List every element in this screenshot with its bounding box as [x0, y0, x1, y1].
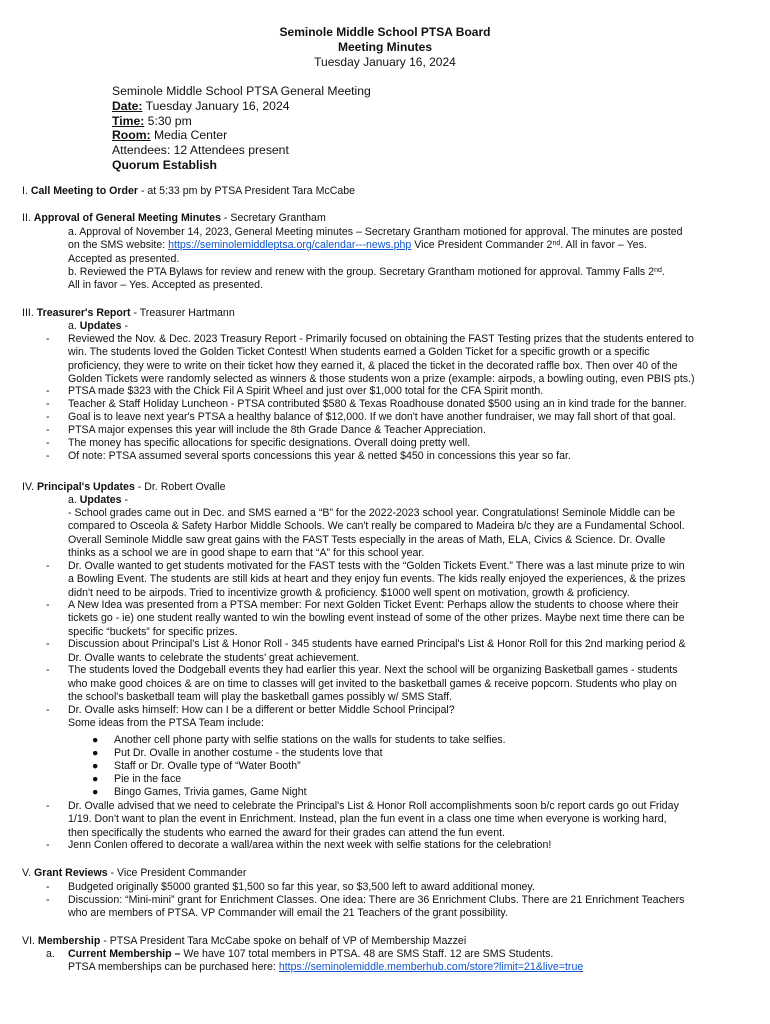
idea-text: Another cell phone party with selfie stations on the walls for students to take selfies.: [114, 734, 506, 746]
section-call-to-order: I. Call Meeting to Order - at 5:33 pm by PTSA President Tara McCabe: [22, 185, 356, 197]
dash-marker: -: [46, 449, 50, 462]
list-item-line: the school's basketball team will play the basketball games possibly w/ SMS Staff.: [68, 690, 452, 703]
dash-marker: -: [46, 894, 50, 906]
dash-marker: -: [46, 560, 50, 572]
dash-marker: -: [46, 599, 50, 612]
doc-date: Tuesday January 16, 2024: [314, 55, 456, 69]
idea-text: Pie in the face: [114, 773, 182, 786]
dash-marker: -: [46, 436, 50, 449]
bullet-dot-icon: ●: [92, 760, 99, 773]
idea-text: Put Dr. Ovalle in another costume - the students love that: [114, 747, 383, 760]
list-item-line: win. The students loved the Golden Ticket Contest! When students earned a Golden Ticket for a specific growth or a specific: [68, 346, 650, 359]
list-item-line: tickets go - ie) one student really wanted to win the bowling event instead of some of the other prizes. Maybe next time there can be: [68, 612, 685, 625]
idea-bullet-item: [92, 734, 506, 747]
list-item-line: who are members of PTSA. VP Commander will email the 21 Teachers of the grant possibility.: [68, 907, 508, 920]
list-item-line: Golden Tickets were randomly selected as winners & those students won a prize (example: airpods, a bowling outing, even PBIS pts.): [68, 372, 695, 385]
list-item-line: PTSA made $323 with the Chick Fil A Spirit Wheel and just over $1,000 total for the CFA Spirit month.: [68, 384, 544, 397]
treasurer-updates-label: a. Updates -: [68, 320, 129, 332]
dash-marker: -: [46, 703, 50, 716]
membership-link[interactable]: https://seminolemiddle.memberhub.com/store?limit=21&live=true: [278, 961, 584, 974]
principal-updates-label: a. Updates -: [68, 494, 129, 506]
bullet-dot-icon: ●: [92, 773, 99, 786]
idea-text: Staff or Dr. Ovalle type of “Water Booth”: [114, 760, 301, 773]
idea-bullet-item: [92, 760, 301, 773]
bullet-dot-icon: ●: [92, 747, 99, 760]
list-item-line: Discussion about Principal's List & Honor Roll - 345 students have earned Principal's List & Honor Roll for this 2nd marking period &: [68, 638, 686, 651]
idea-bullet-item: [92, 773, 181, 786]
dash-marker: -: [46, 384, 50, 397]
dash-marker: -: [46, 333, 50, 345]
dash-marker: -: [46, 410, 50, 423]
list-item-line: The students loved the Dodgeball events they had earlier this year. Next the school will be organizing Basketball games - students: [68, 664, 678, 677]
dash-marker: -: [46, 881, 50, 893]
dash-marker: -: [46, 638, 50, 651]
document-page: Seminole Middle School PTSA Board Meeting Minutes Tuesday January 16, 2024 Seminole Middle School PTSA General Meeting Date: Tuesday January 16, 2024 Time: 5:30 pm Room: Media Center Attendees: 12 Attendees present Quorum Establish I. Call Meeting to Order - at 5:33 pm by PTSA President Tara McCabe II. Approval of General Meeting Minutes - Secretary Grantham a. Approval of November 14, 2023, General Meeting minutes – Secretary Grantham motioned for approval. The minutes are posted on the SMS website: https://seminolemiddleptsa.org/calendar---news.php Vice President Commander 2nd. All in favor – Yes. Accepted as presented. b. Reviewed the PTA Bylaws for review and renew with the group. Secretary Grantham motioned for approval. Tammy Falls 2nd. All in favor – Yes. Accepted as presented. III. Treasurer's Report - Treasurer Hartmann a. Updates - - Reviewed the Nov. & Dec. 2023 Treasury Report - Primarily focused on obtaining the FAST Testing prizes that the students entered to win. The students loved the Golden Ticket Contest! When students earned a Golden Ticket for a specific growth or a specific proficiency, they were to write on their ticket how they earned it, & placed the ticket in the decorated raffle box. Then over 40 of the Golden Tickets were randomly selected as winners & those students won a prize (example: airpods, a bowling outing, even PBIS pts.) - PTSA made $323 with the Chick Fil A Spirit Wheel and just over $1,000 total for the CFA Spirit month. - Teacher & Staff Holiday Luncheon - PTSA contributed $580 & Texas Roadhouse donated $500 using an in kind trade for the banner. - Goal is to leave next year's PTSA a healthy balance of $12,000. If we don't have another fundraiser, we may fall short of that goal. - PTSA major expenses this year will include the 8th Grade Dance & Teacher Appreciation. - The money has specific allocations for specific designations. Overall doing pretty well. - Of note: PTSA assumed several sports concessions this year & netted $450 in concessions this year so far. IV. Principal's Updates - Dr. Robert Ovalle a. Updates - - School grades came out in Dec. and SMS earned a “B” for the 2022-2023 school year. Congratulations! Seminole Middle can be compared to Osceola & Safety Harbor Middle Schools. We can't really be compared to Madeira b/c they are a Fundamental School. Overall Seminole Middle saw great gains with the FAST Tests especially in the areas of Math, ELA, Civics & Science. Dr. Ovalle thinks as a school we are in good shape to earn that “A” for this school year. - Dr. Ovalle wanted to get students motivated for the FAST tests with the “Golden Tickets Event.” There was a last minute prize to win a Bowling Event. The students are still kids at heart and they enjoy fun events. The kids really enjoyed the experiences, & the prizes didn't need to be airpods. Tried to incentivize growth & proficiency. $1000 well spent on motivation, growth & proficiency. - A New Idea was presented from a PTSA member: For next Golden Ticket Event: Perhaps allow the students to choose where their tickets go - ie) one student really wanted to win the bowling event instead of some of the other prizes. Maybe next time there can be specific “buckets” for specific prizes. - Discussion about Principal's List & Honor Roll - 345 students have earned Principal's List & Honor Roll for this 2nd marking period & Dr. Ovalle wants to celebrate the students' great achievement. - The students loved the Dodgeball events they had earlier this year. Next the school will be organizing Basketball games - students who make good choices & are on time to classes will get invited to the basketball games & receive popcorn. Students who play on the school's basketball team will play the basketball games possibly w/ SMS Staff. - Dr. Ovalle asks himself: How can I be a different or better Middle School Principal? Some ideas from the PTSA Team include: ● Another cell phone party with selfie stations on the walls for students to take selfies. ● Put Dr. Ovalle in another costume - the students love that ● Staff or Dr. Ovalle type of “Water Booth” ● Pie in the face ● Bingo Games, Trivia games, Game Night - Dr. Ovalle advised that we need to celebrate the Principal's List & Honor Roll accomplishments soon b/c report cards go out Friday 1/19. Don't want to plan the event in Enrichment. Instead, plan the fun event in a class one time when everyone is working hard, then specifically the students who earned the award for their grades can attend the fun event. - Jenn Conlen offered to decorate a wall/area within the next week with selfie stations for the celebration! V. Grant Reviews - Vice President Commander - Budgeted originally $5000 granted $1,500 so far this year, so $3,500 left to award additional money. - Discussion: “Mini-mini” grant for Enrichment Classes. One idea: There are 36 Enrichment Clubs. There are 21 Enrichment Teachers who are members of PTSA. VP Commander will email the 21 Teachers of the grant possibility. VI. Membership - PTSA President Tara McCabe spoke on behalf of VP of Membership Mazzei a. Current Membership – We have 107 total members in PTSA. 48 are SMS Staff. 12 are SMS Students. PTSA memberships can be purchased here: https://seminolemiddle.memberhub.com/store?limit=21&live=true: [0, 0, 770, 1024]
idea-text: Bingo Games, Trivia games, Game Night: [114, 786, 307, 799]
approval-item-b: b. Reviewed the PTA Bylaws for review and renew with the group. Secretary Grantham motioned for approval. Tammy Falls 2nd. All in favor – Yes. Accepted as presented.: [68, 266, 665, 292]
list-item-line: Reviewed the Nov. & Dec. 2023 Treasury Report - Primarily focused on obtaining the FAST Testing prizes that the students entered to: [68, 333, 694, 345]
section-approval-heading: II. Approval of General Meeting Minutes - Secretary Grantham: [22, 212, 326, 224]
list-item-line: A New Idea was presented from a PTSA member: For next Golden Ticket Event: Perhaps allow the students to choose where their: [68, 599, 679, 612]
list-item-line: Jenn Conlen offered to decorate a wall/area within the next week with selfie stations for the celebration!: [68, 839, 552, 851]
bullet-dot-icon: ●: [92, 734, 99, 746]
section-grant-heading: V. Grant Reviews - Vice President Commander: [22, 867, 247, 879]
list-item-line: Dr. Ovalle advised that we need to celebrate the Principal's List & Honor Roll accomplishments soon b/c report cards go out Friday: [68, 800, 679, 812]
dash-marker: -: [46, 423, 50, 436]
list-item-line: Discussion: “Mini-mini” grant for Enrichment Classes. One idea: There are 36 Enrichment Clubs. There are 21 Enrichment Teachers: [68, 894, 685, 906]
list-item-line: Dr. Ovalle wants to celebrate the students' great achievement.: [68, 651, 360, 664]
list-item-line: Teacher & Staff Holiday Luncheon - PTSA contributed $580 & Texas Roadhouse donated $500 using an in kind trade for the banner.: [68, 397, 687, 410]
list-item-line: Of note: PTSA assumed several sports concessions this year & netted $450 in concessions this year so far.: [68, 449, 571, 462]
list-item-line: then specifically the students who earned the award for their grades can attend the fun event.: [68, 826, 505, 839]
meeting-room: Room: Media Center: [112, 128, 228, 143]
doc-title: Meeting Minutes: [337, 40, 432, 54]
meeting-attendees: Attendees: 12 Attendees present: [112, 143, 289, 158]
list-item-line: specific “buckets” for specific prizes.: [68, 625, 238, 638]
meeting-name: Seminole Middle School PTSA General Meeting: [112, 84, 371, 98]
list-item-line: Dr. Ovalle wanted to get students motivated for the FAST tests with the “Golden Tickets Event.” There was a last minute prize to win: [68, 560, 685, 572]
dash-marker: -: [46, 800, 50, 812]
list-item-line: Budgeted originally $5000 granted $1,500 so far this year, so $3,500 left to award additional money.: [68, 881, 535, 893]
list-item-line: The money has specific allocations for specific designations. Overall doing pretty well.: [68, 436, 471, 449]
meeting-time: Time: 5:30 pm: [112, 113, 192, 128]
list-item-line: 1/19. Don't want to plan the event in Enrichment. Instead, plan the fun event in a class one time when everyone is working hard,: [68, 813, 667, 826]
meeting-date: Date: Tuesday January 16, 2024: [112, 98, 290, 113]
list-item-line: Some ideas from the PTSA Team include:: [68, 716, 264, 729]
idea-bullet-item: [92, 747, 383, 760]
principal-intro: - School grades came out in Dec. and SMS earned a “B” for the 2022-2023 school year. Congratulations! Seminole Middle can be compared to Osceola & Safety Harbor Middle Schools. We can't really be compared to Madeira b/c they are a Fundamental School. Overall Seminole Middle saw great gains with the FAST Tests especially in the areas of Math, ELA, Civics & Science. Dr. Ovalle thinks as a school we are in good shape to earn that “A” for this school year.: [68, 507, 685, 559]
meeting-quorum: Quorum Establish: [112, 157, 217, 172]
approval-item-a: a. Approval of November 14, 2023, General Meeting minutes – Secretary Grantham motioned for approval. The minutes are posted on the SMS website: https://seminolemiddleptsa.org/calendar---news.php Vice President Commander 2nd. All in favor – Yes. Accepted as presented.: [68, 226, 683, 265]
list-item-line: who make good choices & are on time to classes will get invited to the basketball games & receive popcorn. Students who play on: [68, 677, 677, 690]
meeting-info: [112, 84, 371, 173]
section-principal-heading: IV. Principal's Updates - Dr. Robert Ovalle: [22, 481, 226, 493]
bullet-dot-icon: ●: [92, 786, 99, 799]
dash-marker: -: [46, 839, 50, 851]
dash-marker: -: [46, 397, 50, 410]
list-item-line: proficiency, they were to write on their ticket how they earned it, & placed the ticket in the decorated raffle box. Then over 40 of the: [68, 359, 678, 372]
minutes-link[interactable]: https://seminolemiddleptsa.org/calendar---news.php: [168, 239, 412, 252]
list-item-line: didn't need to be airpods. Tried to incentivize growth & proficiency. $1000 well spent on motivation, growth & proficiency.: [68, 586, 630, 599]
list-item-line: Dr. Ovalle asks himself: How can I be a different or better Middle School Principal?: [68, 703, 455, 716]
idea-bullet-item: [92, 786, 307, 799]
list-item-line: PTSA major expenses this year will include the 8th Grade Dance & Teacher Appreciation.: [68, 423, 486, 436]
list-item-line: Goal is to leave next year's PTSA a healthy balance of $12,000. If we don't have another fundraiser, we may fall short of that goal.: [68, 410, 676, 423]
section-treasurer-heading: III. Treasurer's Report - Treasurer Hartmann: [22, 307, 235, 319]
org-title: Seminole Middle School PTSA Board: [279, 25, 491, 39]
document-header: [0, 25, 770, 70]
dash-marker: -: [46, 664, 50, 677]
list-item-line: a Bowling Event. The students are still kids at heart and they enjoy fun events. The kids really enjoyed the experiences, & the prizes: [68, 573, 686, 586]
section-membership-heading: VI. Membership - PTSA President Tara McCabe spoke on behalf of VP of Membership Mazzei: [22, 935, 467, 947]
